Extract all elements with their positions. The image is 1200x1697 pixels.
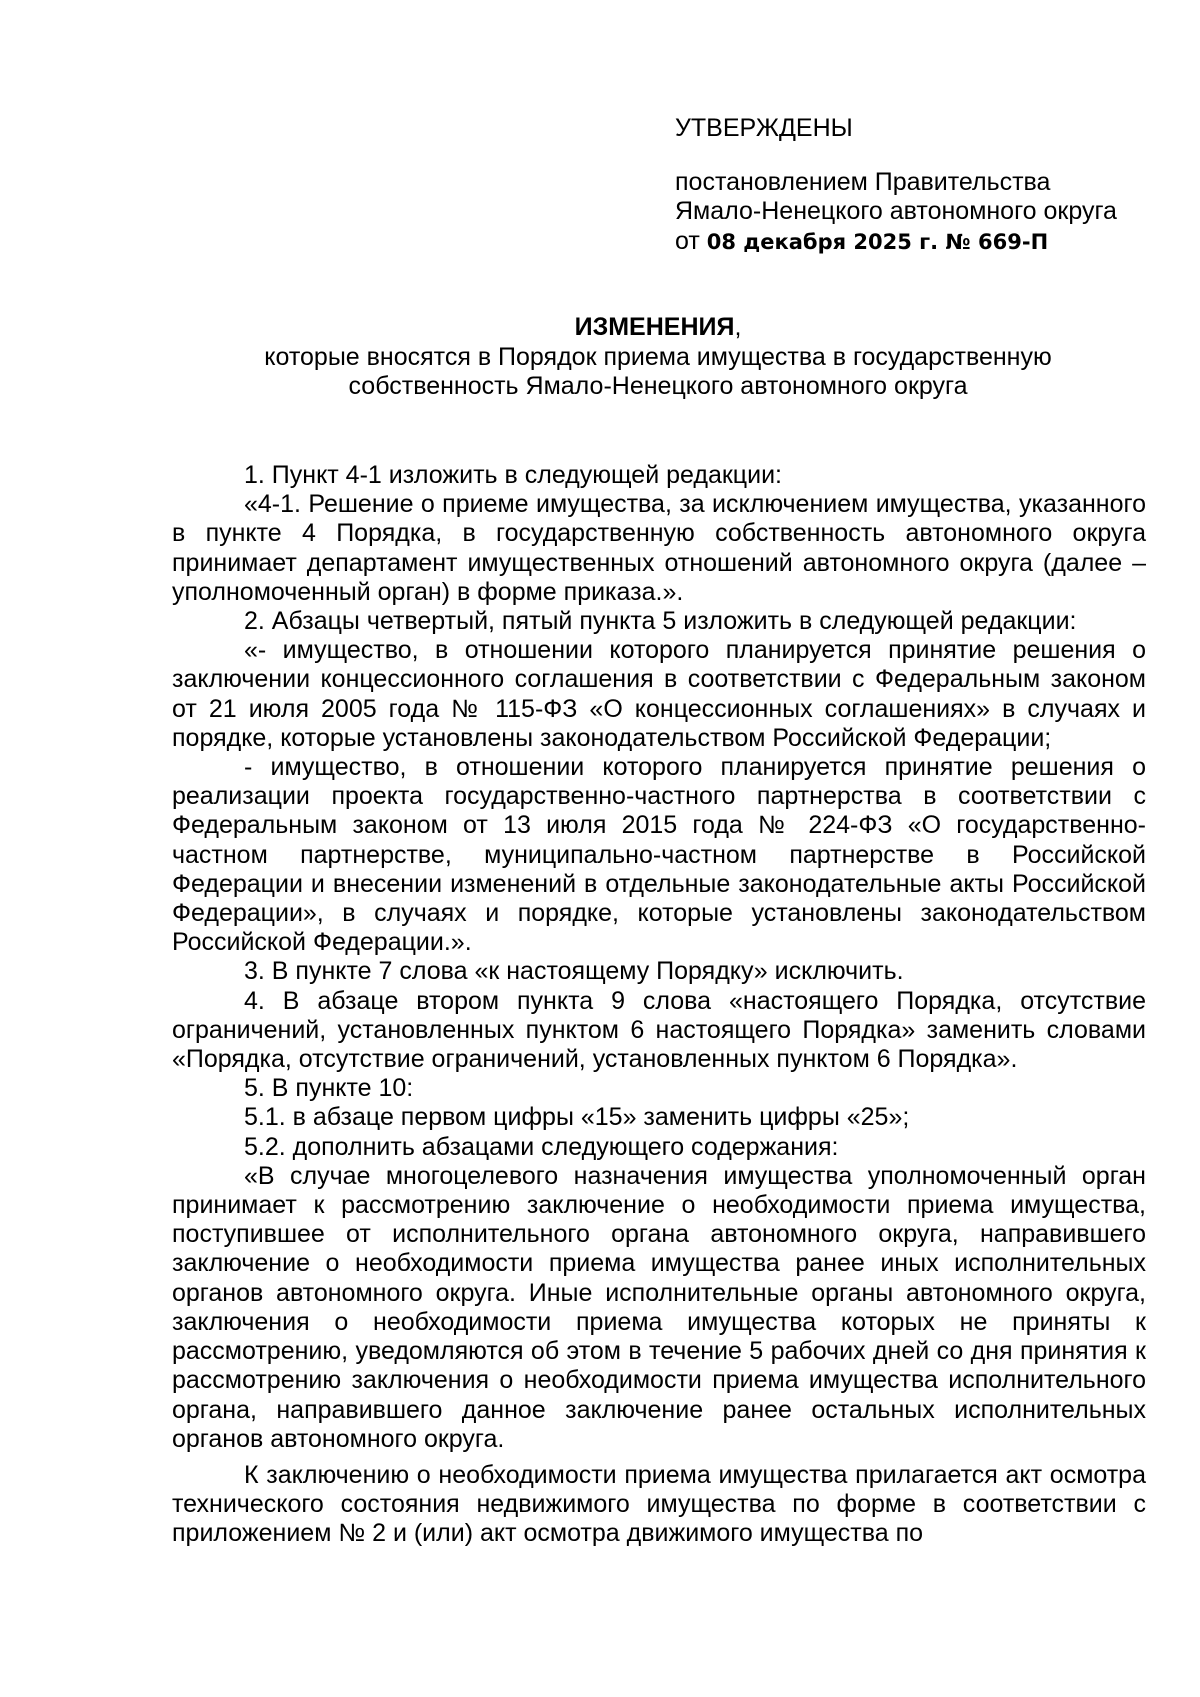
approval-line-2: Ямало-Ненецкого автономного округа — [675, 197, 1117, 225]
approval-stamp — [675, 114, 1175, 257]
approval-date-prefix: от — [675, 226, 707, 255]
paragraph-12: К заключению о необходимости приема имущества прилагается акт осмотра технического состояния недвижимого имущества по форме в соответствии с приложением № 2 и (или) акт осмотра движимого имущества по — [172, 1460, 1146, 1548]
approval-heading: УТВЕРЖДЕНЫ — [675, 114, 853, 142]
paragraph-4: «- имущество, в отношении которого планируется принятие решения о заключении концессионного соглашения в соответствии с Федеральным законом от 21 июля 2005 года № 115-ФЗ «О концессионных соглашениях» в случаях и порядке, которые установлены законодательством Российской Федерации; — [172, 636, 1146, 752]
title-main-line — [170, 313, 1146, 343]
paragraph-2: «4-1. Решение о приеме имущества, за исключением имущества, указанного в пункте 4 Порядка, в государственную собственность автономного округа принимает департамент имущественных отношений автономного округа (далее – уполномоченный орган) в форме приказа.». — [172, 490, 1146, 606]
title-line-2: собственность Ямало-Ненецкого автономного округа — [348, 372, 968, 400]
title-main: ИЗМЕНЕНИЯ — [574, 313, 735, 341]
document-body — [172, 461, 1146, 1549]
approval-line-1: постановлением Правительства — [675, 167, 1051, 196]
paragraph-3: 2. Абзацы четвертый, пятый пункта 5 изложить в следующей редакции: — [244, 607, 1077, 636]
paragraph-5: - имущество, в отношении которого планируется принятие решения о реализации проекта государственно-частного партнерства в соответствии с Федеральным законом от 13 июля 2015 года № 224-ФЗ «О государственно-частном партнерстве, муниципально-частном партнерстве в Российской Федерации и внесении изменений в отдельные законодательные акты Российской Федерации», в случаях и порядке, которые установлены законодательством Российской Федерации.». — [172, 753, 1146, 957]
paragraph-6: 3. В пункте 7 слова «к настоящему Порядку» исключить. — [244, 957, 904, 986]
title-line-1: которые вносятся в Порядок приема имущества в государственную — [264, 342, 1052, 371]
approval-date-line — [675, 227, 1175, 258]
paragraph-11: «В случае многоцелевого назначения имущества уполномоченный орган принимает к рассмотрению заключение о необходимости приема имущества, поступившее от исполнительного органа автономного округа, направившего заключение о необходимости приема имущества ранее иных исполнительных органов автономного округа. Иные исполнительные органы автономного округа, заключения о необходимости приема имущества которых не приняты к рассмотрению, уведомляются об этом в течение 5 рабочих дней со дня принятия к рассмотрению заключения о необходимости приема имущества исполнительного органа, направившего данное заключение ранее остальных исполнительных органов автономного округа. — [172, 1161, 1146, 1453]
paragraph-8: 5. В пункте 10: — [244, 1074, 414, 1103]
paragraph-7: 4. В абзаце втором пункта 9 слова «настоящего Порядка, отсутствие ограничений, установленных пунктом 6 настоящего Порядка» заменить словами «Порядка, отсутствие ограничений, установленных пунктом 6 Порядка». — [172, 986, 1146, 1074]
paragraph-1: 1. Пункт 4-1 изложить в следующей редакции: — [244, 461, 783, 489]
document-title — [170, 313, 1146, 402]
paragraph-9: 5.1. в абзаце первом цифры «15» заменить цифры «25»; — [244, 1103, 910, 1132]
title-main-suffix: , — [734, 313, 742, 341]
paragraph-10: 5.2. дополнить абзацами следующего содержания: — [244, 1132, 839, 1161]
approval-date-value: 08 декабря 2025 г. № 669-П — [706, 229, 1049, 254]
